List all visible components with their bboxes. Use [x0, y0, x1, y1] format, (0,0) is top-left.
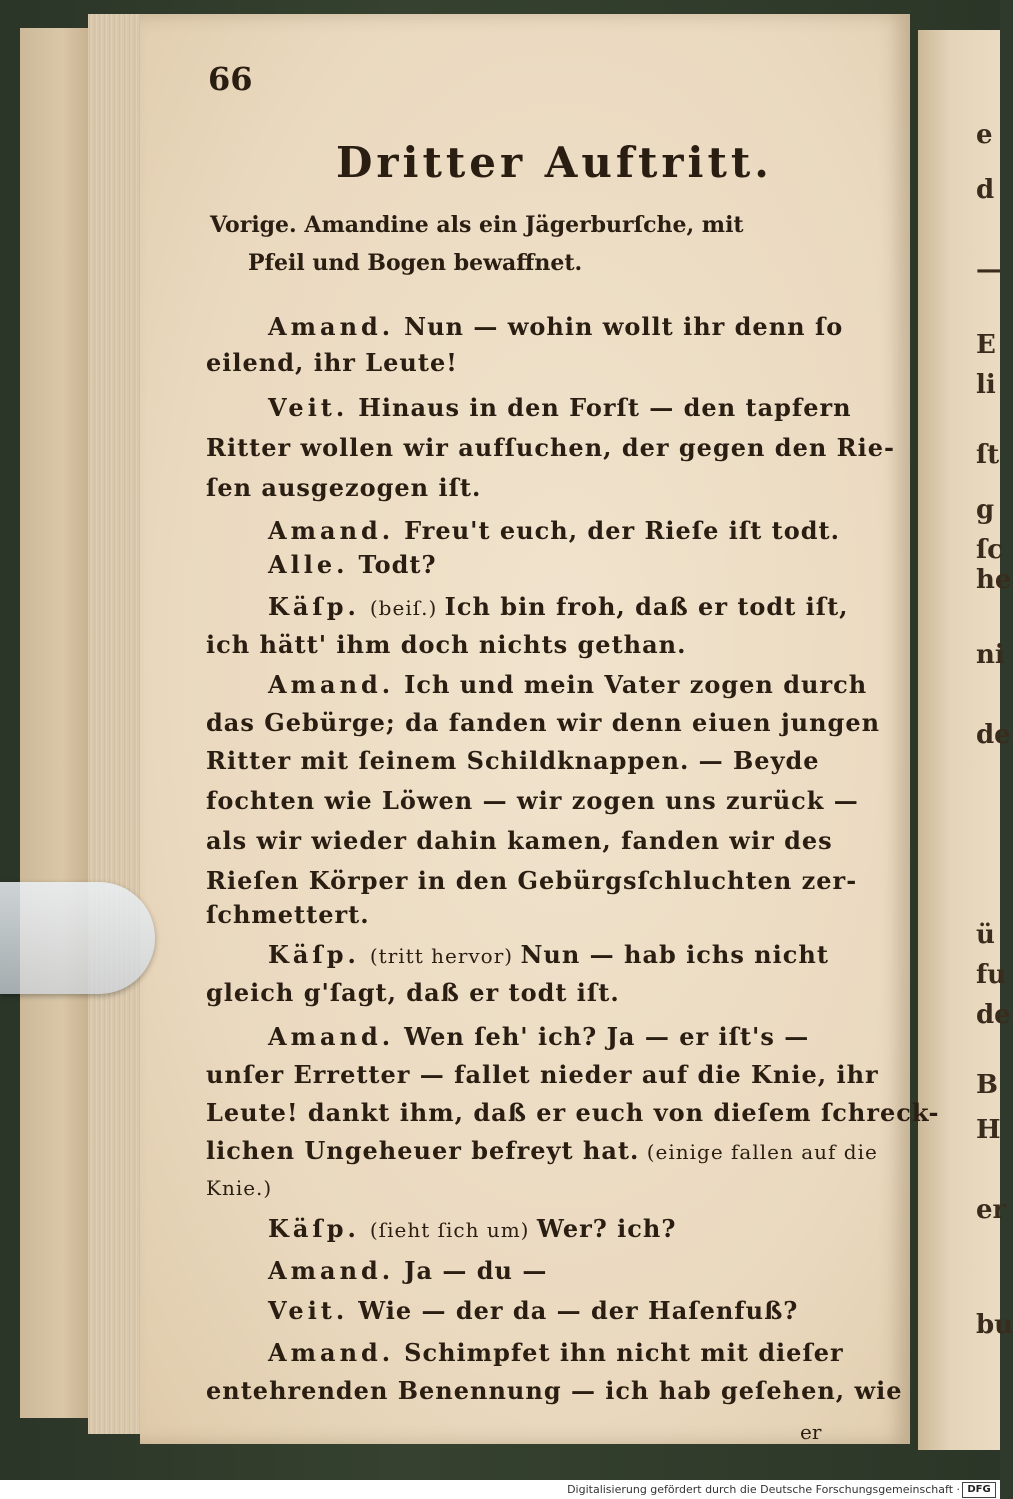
facing-page-fragment: de [976, 720, 1011, 750]
facing-page-fragment: ſt [976, 440, 1000, 470]
facing-page-fragment: d [976, 175, 995, 205]
facing-page-fragment: fu [976, 960, 1007, 990]
facing-page-fragment: e [976, 120, 993, 150]
book-cover-left [20, 28, 92, 1418]
dialogue-text: Wen ſeh' ich? Ja — er iſt's — [404, 1022, 810, 1051]
dialogue-line [268, 1256, 547, 1285]
scene-heading: Dritter Auftritt. [336, 138, 773, 187]
speaker-name: Käſp. [268, 1214, 360, 1243]
dialogue-line [206, 978, 620, 1007]
dialogue-text: ſen ausgezogen iſt. [206, 473, 482, 502]
dialogue-text: gleich g'ſagt, daß er todt iſt. [206, 978, 620, 1007]
dfg-logo: DFG [962, 1482, 996, 1498]
facing-page-fragment: er [976, 1195, 1007, 1225]
speaker-name: Käſp. [268, 940, 360, 969]
dialogue-line [206, 348, 458, 377]
speaker-name: Amand. [268, 516, 395, 545]
dialogue-text: eilend, ihr Leute! [206, 348, 458, 377]
dialogue-text: das Gebürge; da fanden wir denn eiuen jungen [206, 708, 881, 737]
speaker-name: Amand. [268, 1256, 395, 1285]
dialogue-line [268, 592, 849, 621]
facing-page-fragment: ſc [976, 535, 1004, 565]
stage-note: (tritt hervor) [369, 944, 521, 968]
dialogue-text: ſchmettert. [206, 900, 370, 929]
dialogue-text: Schimpfet ihn nicht mit dieſer [404, 1338, 844, 1367]
dialogue-line [268, 550, 437, 579]
dialogue-line [206, 746, 820, 775]
dialogue-text: Wie — der da — der Haſenfuß? [358, 1296, 799, 1325]
speaker-name: Veit. [268, 393, 349, 422]
dialogue-text: Ja — du — [404, 1256, 548, 1285]
dialogue-text: Freu't euch, der Rieſe iſt todt. [404, 516, 840, 545]
stage-note: (ſieht ſich um) [369, 1218, 537, 1242]
catchword: er [800, 1420, 822, 1444]
stage-note: Knie.) [206, 1176, 273, 1200]
dialogue-text: Hinaus in den Forſt — den tapfern [358, 393, 852, 422]
dialogue-text: Ich bin froh, daß er todt iſt, [444, 592, 849, 621]
page-edges [88, 14, 148, 1434]
dialogue-text: fochten wie Löwen — wir zogen uns zurück — [206, 786, 859, 815]
dialogue-line [206, 866, 857, 895]
facing-page-fragment: g [976, 495, 995, 525]
facing-page-fragment: de [976, 1000, 1011, 1030]
footer-credit: Digitalisierung gefördert durch die Deutsche Forschungsgemeinschaft · [567, 1483, 960, 1496]
dialogue-line [206, 786, 859, 815]
dialogue-text: ich hätt' ihm doch nichts gethan. [206, 630, 687, 659]
stage-note: (beiſ.) [369, 596, 445, 620]
facing-page-fragment: li [976, 370, 996, 400]
dialogue-line [268, 1338, 844, 1367]
dialogue-line [268, 312, 843, 341]
dialogue-line [268, 393, 852, 422]
facing-page-fragment: H [976, 1115, 1001, 1145]
dialogue-line [268, 940, 829, 969]
dialogue-line [206, 1136, 878, 1165]
dialogue-line [206, 1172, 272, 1201]
dialogue-text: Todt? [358, 550, 437, 579]
stage-direction-line: Vorige. Amandine als ein Jägerburſche, mit [210, 212, 744, 238]
scanner-thumb [0, 882, 155, 994]
dialogue-line [268, 1214, 676, 1243]
page-number: 66 [208, 60, 253, 98]
facing-page-fragment: ni [976, 640, 1005, 670]
facing-page-fragment: bu [976, 1310, 1013, 1340]
facing-page-fragment: E [976, 330, 996, 360]
dialogue-text: Ich und mein Vater zogen durch [404, 670, 868, 699]
dialogue-text: als wir wieder dahin kamen, fanden wir des [206, 826, 833, 855]
dialogue-line [268, 670, 867, 699]
dialogue-line [206, 630, 686, 659]
speaker-name: Amand. [268, 1338, 395, 1367]
dialogue-line [206, 1098, 940, 1127]
facing-page [918, 30, 1013, 1450]
dialogue-text: Rieſen Körper in den Gebürgsſchluchten zer- [206, 866, 858, 895]
dialogue-line [268, 1296, 798, 1325]
speaker-name: Käſp. [268, 592, 360, 621]
stage-direction-line: Pfeil und Bogen bewaffnet. [248, 250, 583, 276]
dialogue-line [206, 708, 880, 737]
dialogue-line [206, 473, 481, 502]
dialogue-line [206, 900, 370, 929]
dialogue-line [206, 826, 833, 855]
speaker-name: Veit. [268, 1296, 349, 1325]
dialogue-text: lichen Ungeheuer befreyt hat. [206, 1136, 640, 1165]
dialogue-line [268, 516, 840, 545]
dialogue-text: Ritter wollen wir aufſuchen, der gegen den Rie- [206, 433, 895, 462]
dialogue-text: unſer Erretter — fallet nieder auf die Knie, ihr [206, 1060, 879, 1089]
dialogue-text: Nun — wohin wollt ihr denn ſo [404, 312, 844, 341]
footer-bar [0, 1480, 1000, 1499]
facing-page-fragment: — [976, 255, 1002, 285]
dialogue-line [268, 1022, 809, 1051]
dialogue-line [206, 433, 895, 462]
dialogue-text: Ritter mit ſeinem Schildknappen. — Beyde [206, 746, 820, 775]
speaker-name: Alle. [268, 550, 349, 579]
dialogue-line [206, 1376, 903, 1405]
speaker-name: Amand. [268, 1022, 395, 1051]
dialogue-line [206, 1060, 879, 1089]
dialogue-text: Nun — hab ichs nicht [520, 940, 829, 969]
speaker-name: Amand. [268, 670, 395, 699]
facing-page-fragment: B [976, 1070, 998, 1100]
stage-note: (einige fallen auf die [639, 1140, 878, 1164]
speaker-name: Amand. [268, 312, 395, 341]
facing-page-fragment: he [976, 565, 1012, 595]
facing-page-fragment: ü [976, 920, 995, 950]
dialogue-text: entehrenden Benennung — ich hab geſehen, wie [206, 1376, 903, 1405]
dialogue-text: Leute! dankt ihm, daß er euch von dieſem ſchreck- [206, 1098, 940, 1127]
dialogue-text: Wer? ich? [536, 1214, 677, 1243]
